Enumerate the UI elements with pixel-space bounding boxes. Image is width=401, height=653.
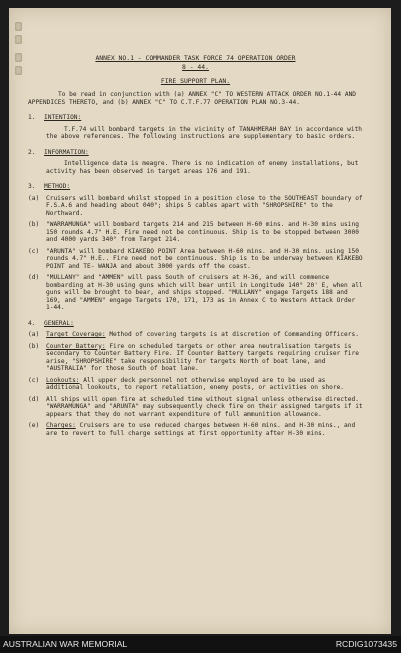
section (28, 114, 363, 141)
list-item (28, 274, 363, 312)
section-paragraph: Intelligence data is meagre. There is no indication of enemy installations, but activity has been observed in target areas 176 and 191. (46, 160, 359, 175)
list-item-label: (e) (28, 422, 40, 429)
footer-source: AUSTRALIAN WAR MEMORIAL (3, 639, 128, 649)
list-item-label: (c) (28, 247, 40, 255)
list-item-text: Cruisers will bombard whilst stopped in a position close to the SOUTHEAST boundary of F.S.A.6 and heading about 040°; ships 5 cables apart with "SHROPSHIRE" to the Northward. (46, 194, 363, 217)
document-title: ANNEX NO.1 - COMMANDER TASK FORCE 74 OPERATION ORDER (95, 54, 296, 62)
list-item (28, 195, 363, 218)
list-item-text: "MULLANY" and "AMMEN" will pass South of cruisers at H-36, and will commence bombarding at H-30 using guns which will bear until in Longitude 140° 20' E, when all guns will be brought to bear, and ships stopped. "MULLANY" engage Targets 188 and 169, and "AMMEN" engage Targets 170, 171, 173 as in Annex C to Western Attack Order 1-44. (46, 274, 363, 311)
list-item-label: (d) (28, 395, 40, 403)
punch-hole (15, 22, 22, 31)
list-item-label: (b) (28, 342, 40, 350)
list-item (28, 396, 363, 419)
list-item-text: "WARRAMUNGA" will bombard targets 214 and 215 between H-60 mins. and H-30 mins using 150 rounds 4.7" H.E. Fire need not be continuous. Ship is to be stopped between 3000 and 4000 yards 340° from Target 214. (46, 221, 359, 243)
section-title: INTENTION: (44, 114, 82, 121)
section-title: INFORMATION: (44, 148, 89, 156)
list-item-label: (d) (28, 274, 40, 281)
section-number: 2. (28, 148, 36, 156)
archive-footer (0, 636, 401, 653)
document-order-number: 8 - 44. (182, 63, 209, 71)
list-item (28, 248, 363, 271)
list-item-text: Target Coverage: Method of covering targets is at discretion of Commanding Officers. (46, 331, 359, 338)
list-item (28, 377, 363, 392)
section (28, 149, 363, 176)
section-heading (28, 114, 363, 122)
section-number: 4. (28, 319, 36, 327)
punch-hole (15, 66, 22, 75)
list-item (28, 221, 363, 244)
list-item-text: Counter Battery: Fire on scheduled targets or other area neutralisation targets is secondary to Counter Battery Fire. If Counter Battery targets requiring cruiser fire arise, "SHROPSHIRE" take responsibility for targets North of boat lane, and "AUSTRALIA" for those South of boat lane. (46, 342, 359, 372)
punch-hole (15, 53, 22, 62)
section-number: 3. (28, 183, 36, 190)
section-heading (28, 149, 363, 157)
document-subtitle: FIRE SUPPORT PLAN. (160, 77, 231, 85)
section (28, 320, 363, 438)
list-item-lead: Charges: (46, 422, 76, 429)
list-item-text: "ARUNTA" will bombard KIAKEBO POINT Area between H-60 mins. and H-30 mins. using 150 rounds 4.7" H.E.. Fire need not be continuous. Ship is to be underway between KIAKEBO POINT and TE- WANJA and about 3000 yards off the coast. (46, 247, 363, 270)
punch-hole (15, 35, 22, 44)
section-title: METHOD: (44, 183, 71, 190)
list-item-text: Charges: Cruisers are to use reduced charges between H-60 mins. and H-30 mins., and are to revert to full charge settings at first opportunity after H-30 mins. (46, 422, 356, 437)
section-heading (28, 183, 363, 191)
sections-container (28, 114, 363, 437)
list-item-text: Lookouts: All upper deck personnel not otherwise employed are to be used as additional lookouts, to report retaliation, enemy posts, or activities on shore. (46, 376, 345, 391)
section-number: 1. (28, 114, 36, 121)
list-item-label: (b) (28, 221, 40, 228)
intro-paragraph: To be read in conjunction with (a) ANNEX "C" TO WESTERN ATTACK ORDER NO.1-44 AND APPENDICES THERETO, and (b) ANNEX "C" TO C.T.F.77 OPERATION PLAN NO.3-44. (28, 91, 357, 106)
document-body (28, 54, 363, 437)
section-title: GENERAL: (44, 319, 74, 327)
list-item (28, 343, 363, 373)
list-item-label: (a) (28, 331, 40, 338)
list-item (28, 331, 363, 339)
section-heading (28, 320, 363, 328)
list-item-lead: Counter Battery: (46, 342, 106, 350)
footer-record-id: RCDIG1073435 (335, 639, 397, 649)
list-item-lead: Lookouts: (46, 376, 80, 384)
list-item-label: (a) (28, 194, 40, 202)
list-item-lead: Target Coverage: (46, 331, 106, 338)
list-item-label: (c) (28, 376, 40, 384)
section (28, 183, 363, 312)
list-item-text: All ships will open fire at scheduled time without signal unless otherwise directed. "WARRAMUNGA" and "ARUNTA" may subsequently check fire on their assigned targets if it appears that they do not warrant expenditure of full ammunition allowance. (46, 395, 363, 418)
list-item (28, 422, 363, 437)
section-paragraph: T.F.74 will bombard targets in the vicinity of TANAHMERAH BAY in accordance with the above references. The following instructions are supplementary to basic orders. (46, 125, 363, 140)
